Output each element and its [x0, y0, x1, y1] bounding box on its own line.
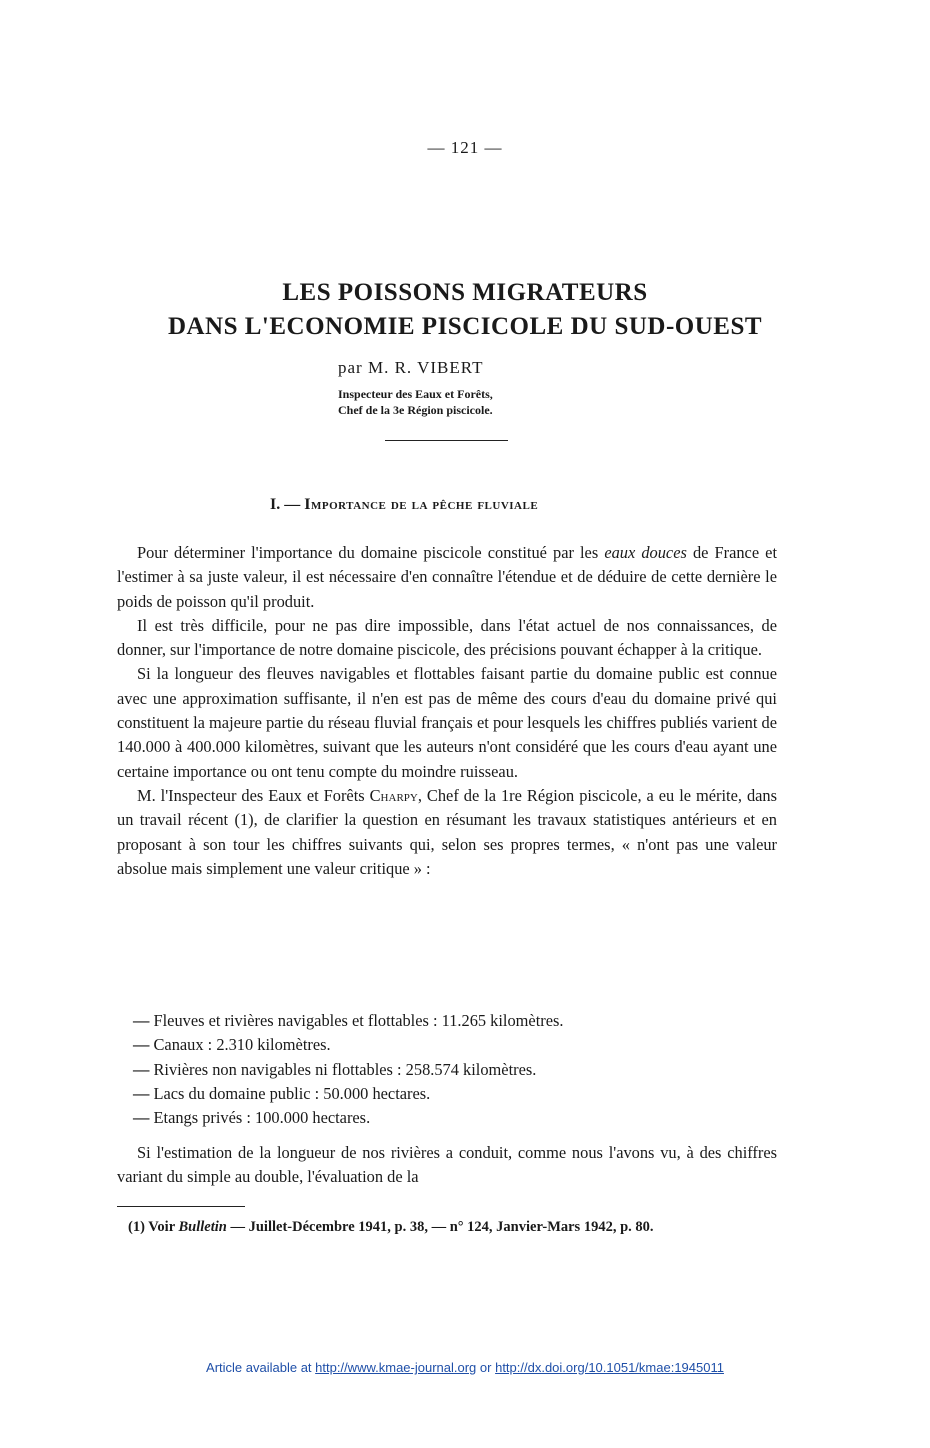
paragraph-1 [117, 541, 777, 614]
list-item: — Fleuves et rivières navigables et flottables : 11.265 kilomètres. [133, 1009, 773, 1033]
author-byline: par M. R. VIBERT [338, 358, 484, 377]
author-affiliation [338, 386, 493, 418]
section-number: I. — [270, 496, 301, 513]
paragraph-4-name: Charpy [369, 785, 418, 805]
article-body [117, 541, 777, 881]
paragraph-1-italic: eaux douces [604, 543, 687, 562]
title-separator [385, 440, 508, 441]
footnote-rule [117, 1206, 245, 1207]
list-item: — Etangs privés : 100.000 hectares. [133, 1106, 773, 1130]
paragraph-4-end: , Chef de la 1re Région piscicole, a eu le mérite, dans un travail récent (1), de clarifier la question en résumant les travaux statistiques antérieurs et en proposant à son tour les chiffres suivants qui, selon ses propres termes, « n'ont pas une valeur absolue mais simplement une valeur critique » : [117, 785, 778, 878]
list-item: — Rivières non navigables ni flottables : 258.574 kilomètres. [133, 1058, 773, 1082]
footnote [113, 1218, 777, 1237]
paragraph-1-start: Pour déterminer l'importance du domaine piscicole constitué par les [137, 543, 599, 562]
author-role: Inspecteur des Eaux et Forêts, [338, 387, 493, 401]
paragraph-3: Si la longueur des fleuves navigables et flottables faisant partie du domaine public est connue avec une approximation suffisante, il n'en est pas de même des cours d'eau du domaine privé qui constituent la majeure partie du réseau fluvial français et pour lesquels les chiffres publiés varient de 140.000 à 400.000 kilomètres, suivant que les auteurs n'ont considéré que les cours d'eau ayant une certaine importance ou ont tenu compte du moindre ruisseau. [117, 664, 777, 781]
footnote-rest: — Juillet-Décembre 1941, p. 38, — n° 124, Janvier-Mars 1942, p. 80. [230, 1219, 654, 1235]
footnote-prefix: (1) Voir [128, 1219, 175, 1235]
title-line-1: LES POISSONS MIGRATEURS [282, 279, 648, 306]
paragraph-1-end: de France et l'estimer à sa juste valeur, il est nécessaire d'en connaître l'étendue et de déduire de cette dernière le poids de poisson qu'il produit. [117, 543, 778, 611]
paragraph-4 [117, 784, 777, 881]
section-heading [270, 496, 538, 514]
availability-prefix: Article available at [206, 1360, 312, 1375]
article-body-continued [117, 1141, 777, 1190]
list-item: — Lacs du domaine public : 50.000 hectares. [133, 1082, 773, 1106]
journal-link[interactable]: http://www.kmae-journal.org [315, 1360, 477, 1375]
section-title: Importance de la pêche fluviale [304, 496, 539, 513]
footnote-journal: Bulletin [178, 1219, 227, 1235]
title-line-2: DANS L'ECONOMIE PISCICOLE DU SUD-OUEST [167, 313, 763, 340]
doi-link[interactable]: http://dx.doi.org/10.1051/kmae:1945011 [495, 1360, 724, 1375]
availability-notice [0, 1360, 930, 1375]
list-item: — Canaux : 2.310 kilomètres. [133, 1033, 773, 1057]
figures-list [133, 1009, 773, 1130]
page-number: — 121 — [427, 138, 503, 157]
availability-middle: or [479, 1360, 492, 1375]
author-position: Chef de la 3e Région piscicole. [338, 403, 493, 417]
article-title [0, 276, 930, 344]
paragraph-5: Si l'estimation de la longueur de nos rivières a conduit, comme nous l'avons vu, à des chiffres variant du simple au double, l'évaluation de la [117, 1143, 777, 1187]
paragraph-4-start: M. l'Inspecteur des Eaux et Forêts [137, 785, 365, 805]
paragraph-2: Il est très difficile, pour ne pas dire impossible, dans l'état actuel de nos connaissances, de donner, sur l'importance de notre domaine piscicole, des précisions pouvant échapper à la critique. [117, 615, 777, 660]
